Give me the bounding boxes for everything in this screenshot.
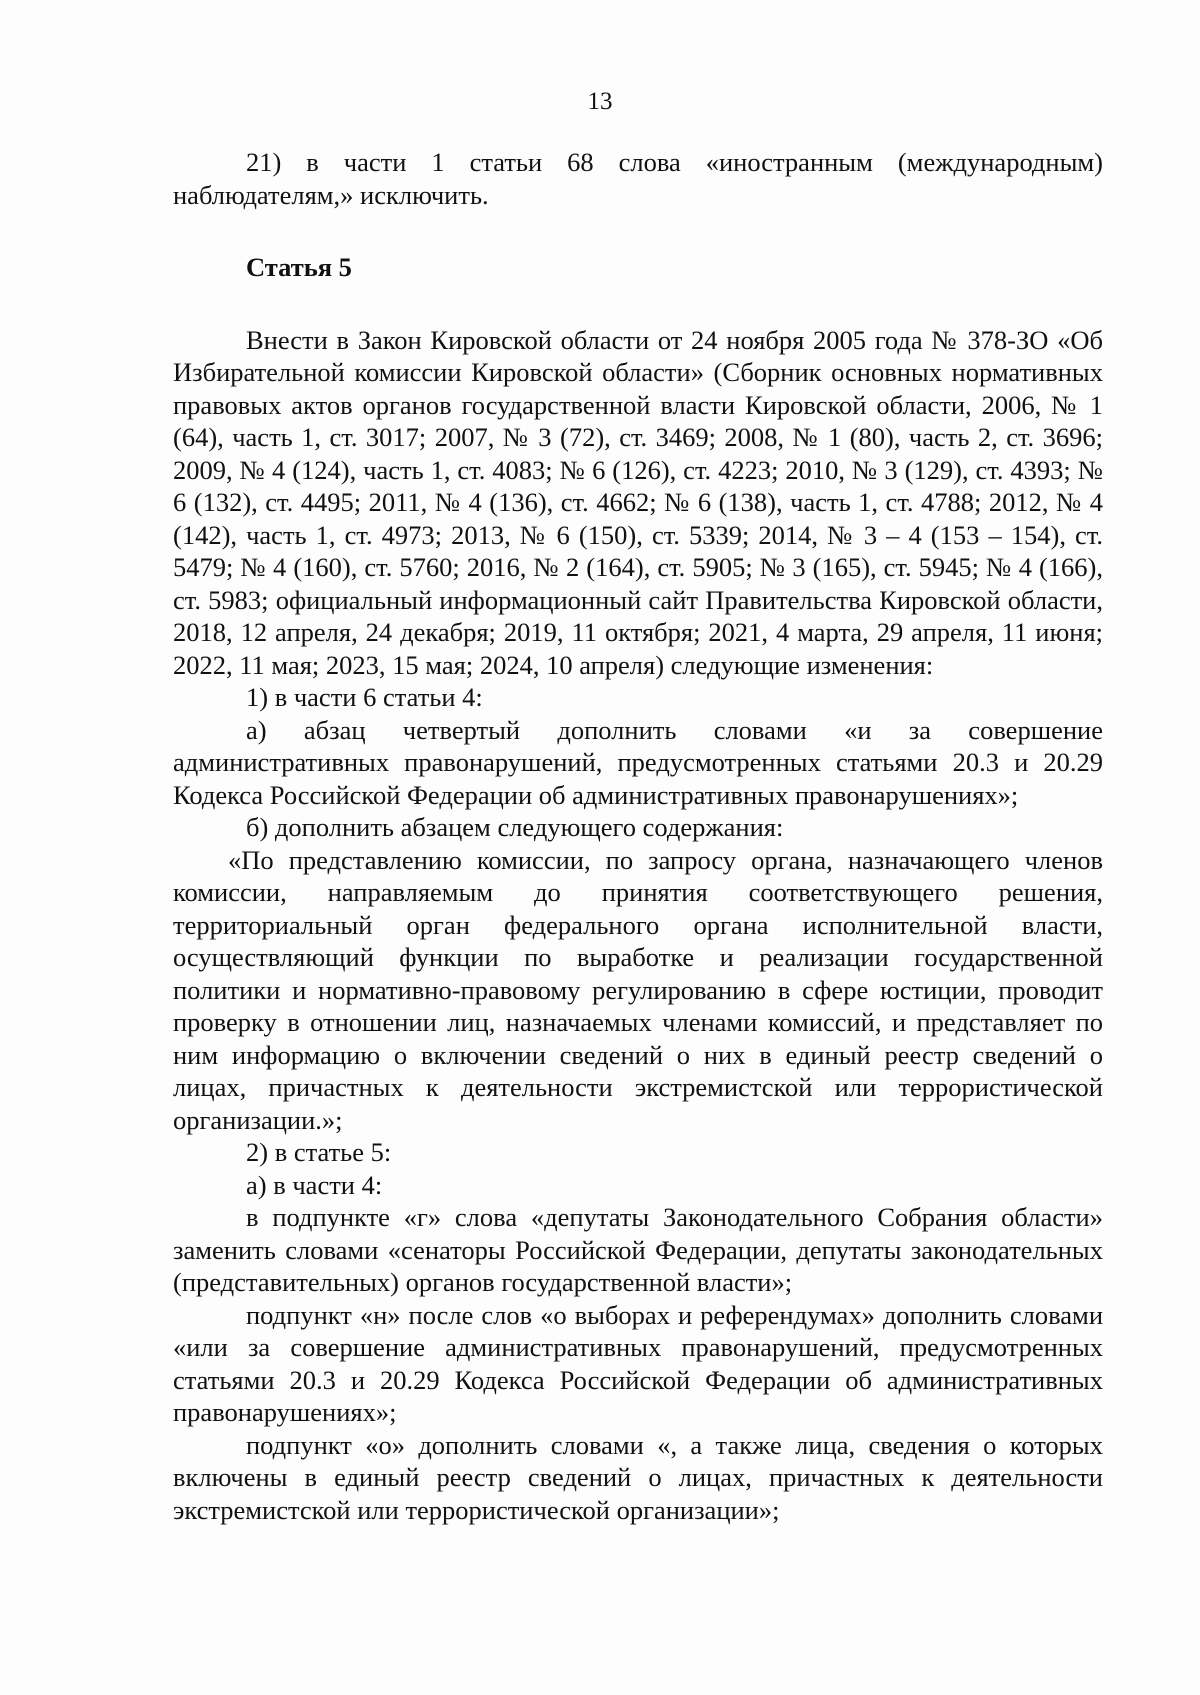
paragraph-subitem-g: в подпункте «г» слова «депутаты Законодательного Собрания области» заменить словами «сенаторы Российской Федерации, депутаты законодательных (представительных) органов государственной власти»; [173,1202,1103,1297]
spacer [173,284,1103,324]
article-heading: Статья 5 [246,252,352,282]
paragraph-subitem-o: подпункт «о» дополнить словами «, а также лица, сведения о которых включены в единый реестр сведений о лицах, причастных к деятельности экстремистской или террористической организации»; [173,1429,1103,1525]
paragraph-quoted-text: «По представлению комиссии, по запросу органа, назначающего членов комиссии, направляемым до принятия соответствующего решения, территориальный орган федерального органа исполнительной власти, осуществляющий функции по выработке и реализации государственной политики и нормативно-правовому регулированию в сфере юстиции, проводит проверку в отношении лиц, назначаемых членами комиссий, и представляет по ним информацию о включении сведений о них в единый реестр сведений о лицах, причастных к деятельности экстремистской или террористической организации.»; [173,844,1103,1135]
document-body [173,146,1103,1526]
paragraph-intro: Внести в Закон Кировской области от 24 ноября 2005 года № 378-ЗО «Об Избирательной комиссии Кировской области» (Сборник основных нормативных правовых актов органов государственной власти Кировской области, 2006, № 1 (64), часть 1, ст. 3017; 2007, № 3 (72), ст. 3469; 2008, № 1 (80), часть 2, ст. 3696; 2009, № 4 (124), часть 1, ст. 4083; № 6 (126), ст. 4223; 2010, № 3 (129), ст. 4393; № 6 (132), ст. 4495; 2011, № 4 (136), ст. 4662; № 6 (138), часть 1, ст. 4788; 2012, № 4 (142), часть 1, ст. 4973; 2013, № 6 (150), ст. 5339; 2014, № 3 – 4 (153 – 154), ст. 5479; № 4 (160), ст. 5760; 2016, № 2 (164), ст. 5905; № 3 (165), ст. 5945; № 4 (166), ст. 5983; официальный информационный сайт Правительства Кировской области, 2018, 12 апреля, 24 декабря; 2019, 11 октября; 2021, 4 марта, 29 апреля, 11 июня; 2022, 11 мая; 2023, 15 мая; 2024, 10 апреля) следующие изменения: [173,324,1103,680]
paragraph-item-21: 21) в части 1 статьи 68 слова «иностранным (международным) наблюдателям,» исключить. [173,147,1103,210]
paragraph-item-2: 2) в статье 5: [246,1137,392,1167]
paragraph-item-1: 1) в части 6 статьи 4: [246,682,483,712]
paragraph-item-1a: а) абзац четвертый дополнить словами «и за совершение административных правонарушений, предусмотренных статьями 20.3 и 20.29 Кодекса Российской Федерации об административных правонарушениях»; [173,714,1103,810]
paragraph-item-2a: а) в части 4: [246,1169,383,1200]
paragraph-item-1b: б) дополнить абзацем следующего содержания: [246,812,784,842]
page-number: 13 [587,88,613,115]
paragraph-subitem-n: подпункт «н» после слов «о выборах и референдумах» дополнить словами «или за совершение административных правонарушений, предусмотренных статьями 20.3 и 20.29 Кодекса Российской Федерации об административных правонарушениях»; [173,1299,1103,1427]
spacer [173,211,1103,251]
